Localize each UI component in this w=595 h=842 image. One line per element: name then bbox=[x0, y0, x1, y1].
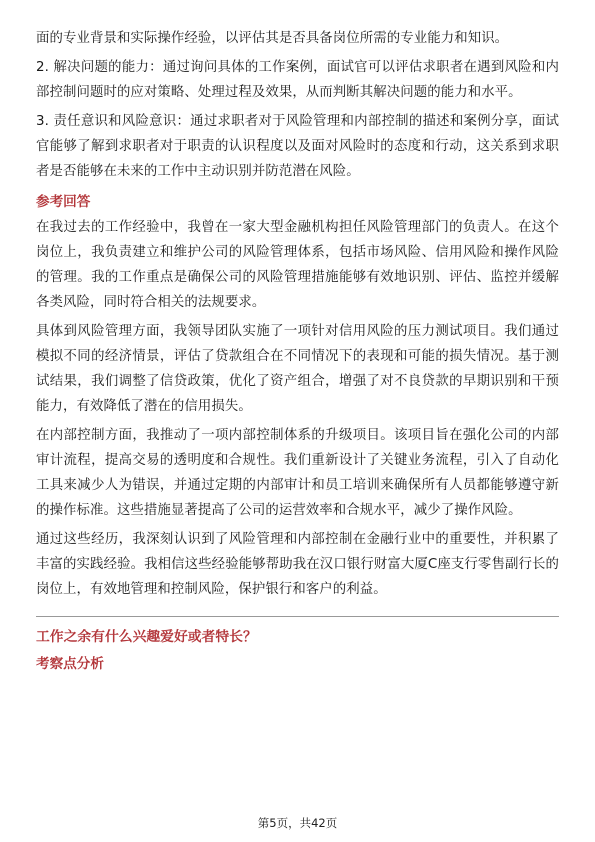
analysis-heading: 考察点分析 bbox=[36, 656, 104, 672]
answer-paragraph: 具体到风险管理方面，我领导团队实施了一项针对信用风险的压力测试项目。我们通过模拟不同的经济情景，评估了贷款组合在不同情况下的表现和可能的损失情况。基于测试结果，我们调整了信贷政策，优化了资产组合，增强了对不良贷款的早期识别和干预能力，有效降低了潜在的信用损失。 bbox=[36, 324, 559, 414]
section-divider bbox=[36, 616, 559, 617]
intro-paragraph: 面的专业背景和实际操作经验，以评估其是否具备岗位所需的专业能力和知识。 bbox=[36, 31, 509, 46]
answer-paragraph: 在内部控制方面，我推动了一项内部控制体系的升级项目。该项目旨在强化公司的内部审计流程，提高交易的透明度和合规性。我们重新设计了关键业务流程，引入了自动化工具来减少人为错误，并通过定期的内部审计和员工培训来确保所有人员都能够遵守新的操作标准。这些措施显著提高了公司的运营效率和合规水平，减少了操作风险。 bbox=[36, 428, 559, 518]
page-footer: 第5页，共42页 bbox=[257, 816, 338, 830]
point-problem-solving: 2. 解决问题的能力：通过询问具体的工作案例，面试官可以评估求职者在遇到风险和内部控制问题时的应对策略、处理过程及效果，从而判断其解决问题的能力和水平。 bbox=[36, 60, 559, 100]
question-heading: 工作之余有什么兴趣爱好或者特长？ bbox=[36, 629, 257, 645]
answer-paragraph: 通过这些经历，我深刻认识到了风险管理和内部控制在金融行业中的重要性，并积累了丰富的实践经验。我相信这些经验能够帮助我在汉口银行财富大厦C座支行零售副行长的岗位上，有效地管理和控制风险，保护银行和客户的利益。 bbox=[36, 532, 559, 597]
point-responsibility: 3. 责任意识和风险意识：通过求职者对于风险管理和内部控制的描述和案例分享，面试官能够了解到求职者对于职责的认识程度以及面对风险时的态度和行动，这关系到求职者是否能够在未来的工作中主动识别并防范潜在风险。 bbox=[36, 114, 559, 179]
answer-paragraph: 在我过去的工作经验中，我曾在一家大型金融机构担任风险管理部门的负责人。在这个岗位上，我负责建立和维护公司的风险管理体系，包括市场风险、信用风险和操作风险的管理。我的工作重点是确保公司的风险管理措施能够有效地识别、评估、监控并缓解各类风险，同时符合相关的法规要求。 bbox=[36, 220, 559, 310]
document-page bbox=[36, 26, 559, 677]
answer-heading: 参考回答 bbox=[36, 194, 91, 210]
